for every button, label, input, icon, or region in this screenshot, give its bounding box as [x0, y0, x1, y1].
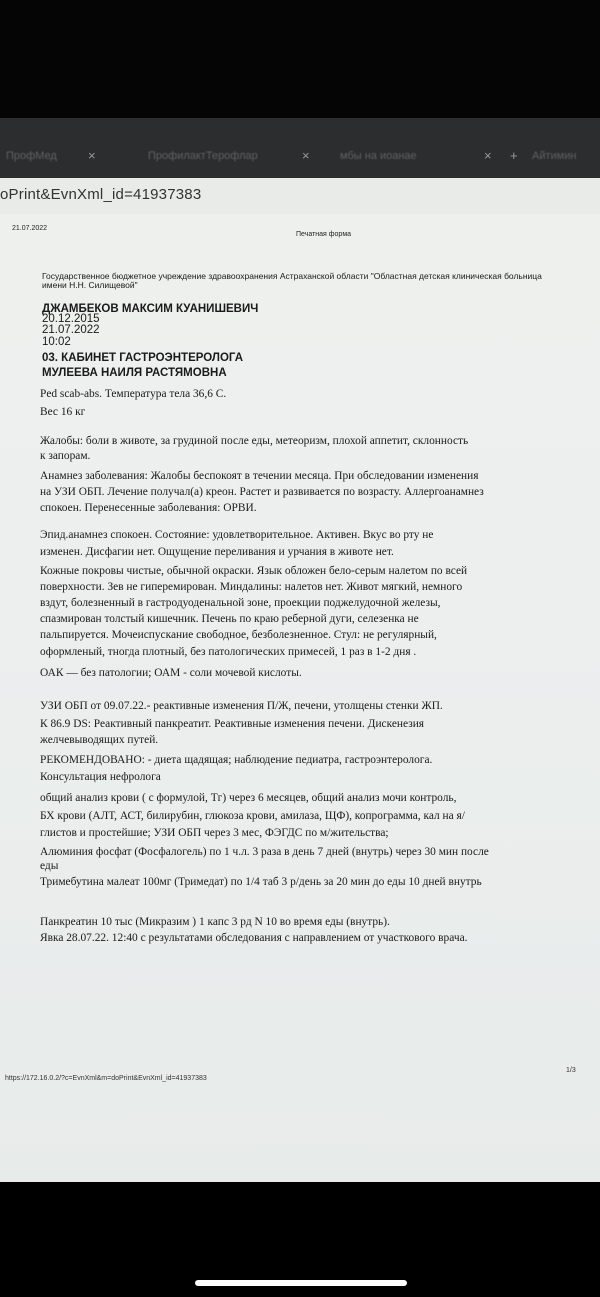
- document-line: изменен. Дисфагии нет. Ощущение переливания и урчания в животе нет.: [40, 546, 394, 558]
- document-line: Тримебутина малеат 100мг (Тримедат) по 1/4 таб 3 р/день за 20 мин до еды 10 дней внутрь: [40, 876, 482, 888]
- document-line: поверхности. Зев не гиперемирован. Миндалины: налетов нет. Живот мягкий, немного: [40, 581, 463, 593]
- close-icon[interactable]: ×: [484, 148, 492, 163]
- patient-name: ДЖАМБЕКОВ МАКСИМ КУАНИШЕВИЧ: [42, 303, 259, 315]
- document-line: ОАК — без патологии; ОАМ - соли мочевой кислоты.: [40, 667, 302, 679]
- document-line: пальпируется. Мочеиспускание свободное, безболезненное. Стул: не регулярный,: [40, 629, 437, 641]
- birth-date: 20.12.2015: [42, 313, 100, 325]
- visit-time: 10:02: [42, 336, 71, 348]
- document-line: оформленый, тногда плотный, без патологических примесей, 1 раз в 1-2 дня .: [40, 646, 417, 658]
- document-line: Ped scab-abs. Температура тела 36,6 С.: [40, 388, 227, 400]
- page-number: 1/3: [566, 1067, 576, 1074]
- document-line: Эпид.анамнез спокоен. Состояние: удовлетворительное. Активен. Вкус во рту не: [40, 529, 434, 541]
- tab-strip: [0, 142, 600, 170]
- document-line: Алюминия фосфат (Фосфалогель) по 1 ч.л. 3 раза в день 7 дней (внутрь) через 30 мин после: [40, 846, 489, 858]
- tab-3[interactable]: мбы на иоанае: [340, 150, 417, 162]
- document-line: РЕКОМЕНДОВАНО: - диета щадящая; наблюдение педиатра, гастроэнтеролога.: [40, 754, 433, 766]
- document-line: еды: [40, 860, 59, 872]
- background-top: [0, 0, 600, 118]
- print-date: 21.07.2022: [12, 225, 48, 232]
- document-line: Анамнез заболевания: Жалобы беспокоят в течении месяца. При обследовании изменения: [40, 470, 479, 482]
- organization-name: Государственное бюджетное учреждение здравоохранения Астраханской области "Областная детская клиническая больница имени Н.Н. Силищевой": [42, 271, 542, 290]
- cabinet-name: 03. КАБИНЕТ ГАСТРОЭНТЕРОЛОГА: [42, 352, 244, 364]
- document-line: Вес 16 кг: [40, 406, 86, 418]
- document-line: вздут, болезненный в гастродуоденальной зоне, проекции поджелудочной железы,: [40, 597, 441, 609]
- document-line: Кожные покровы чистые, обычной окраски. Язык обложен бело-серым налетом по всей: [40, 565, 468, 577]
- url-text[interactable]: oPrint&EvnXml_id=41937383: [0, 186, 202, 203]
- address-bar[interactable]: [0, 178, 600, 215]
- tab-4[interactable]: Айтимин: [532, 150, 577, 162]
- print-form-title: Печатная форма: [296, 231, 352, 238]
- document-line: глистов и простейшие; УЗИ ОБП через 3 мес, ФЭГДС по м/жительства;: [40, 827, 389, 839]
- visit-date: 21.07.2022: [42, 324, 100, 336]
- document-line: Консультация нефролога: [40, 771, 161, 783]
- tab-2[interactable]: ПрофилактТерофлар: [148, 150, 258, 162]
- document-line: УЗИ ОБП от 09.07.22.- реактивные изменения П/Ж, печени, утолщены стенки ЖП.: [40, 700, 443, 712]
- document-line: на УЗИ ОБП. Лечение получал(а) креон. Растет и развивается по возрасту. Аллергоанамнез: [40, 486, 484, 498]
- document-line: спокоен. Перенесенные заболевания: ОРВИ.: [40, 502, 257, 514]
- document-line: БХ крови (АЛТ, АСТ, билирубин, глюкоза крови, амилаза, ЩФ), копрограмма, кал на я/: [40, 810, 465, 822]
- document-line: Панкреатин 10 тыс (Микразим ) 1 капс 3 рд N 10 во время еды (внутрь).: [40, 916, 390, 928]
- tab-1[interactable]: ПрофМед: [6, 150, 57, 162]
- document-line: Явка 28.07.22. 12:40 с результатами обследования с направлением от участкового врача.: [40, 932, 468, 944]
- document-line: Жалобы: боли в животе, за грудиной после еды, метеоризм, плохой аппетит, склонность: [40, 435, 469, 447]
- document-line: общий анализ крови ( с формулой, Тг) через 6 месяцев, общий анализ мочи контроль,: [40, 792, 457, 804]
- document-line: К 86.9 DS: Реактивный панкреатит. Реактивные изменения печени. Дискенезия: [40, 718, 425, 730]
- document-line: к запорам.: [40, 450, 91, 462]
- footer-url: https://172.16.0.2/?c=EvnXml&m=doPrint&EvnXml_id=41937383: [5, 1075, 207, 1082]
- home-indicator[interactable]: [195, 1280, 407, 1286]
- doctor-name: МУЛЕЕВА НАИЛЯ РАСТЯМОВНА: [42, 367, 227, 379]
- new-tab-icon[interactable]: +: [510, 148, 518, 163]
- document-line: желчевыводящих путей.: [40, 734, 159, 746]
- close-icon[interactable]: ×: [302, 148, 310, 163]
- document-line: спазмирован толстый кишечник. Печень по краю реберной дуги, селезенка не: [40, 613, 419, 625]
- close-icon[interactable]: ×: [88, 148, 96, 163]
